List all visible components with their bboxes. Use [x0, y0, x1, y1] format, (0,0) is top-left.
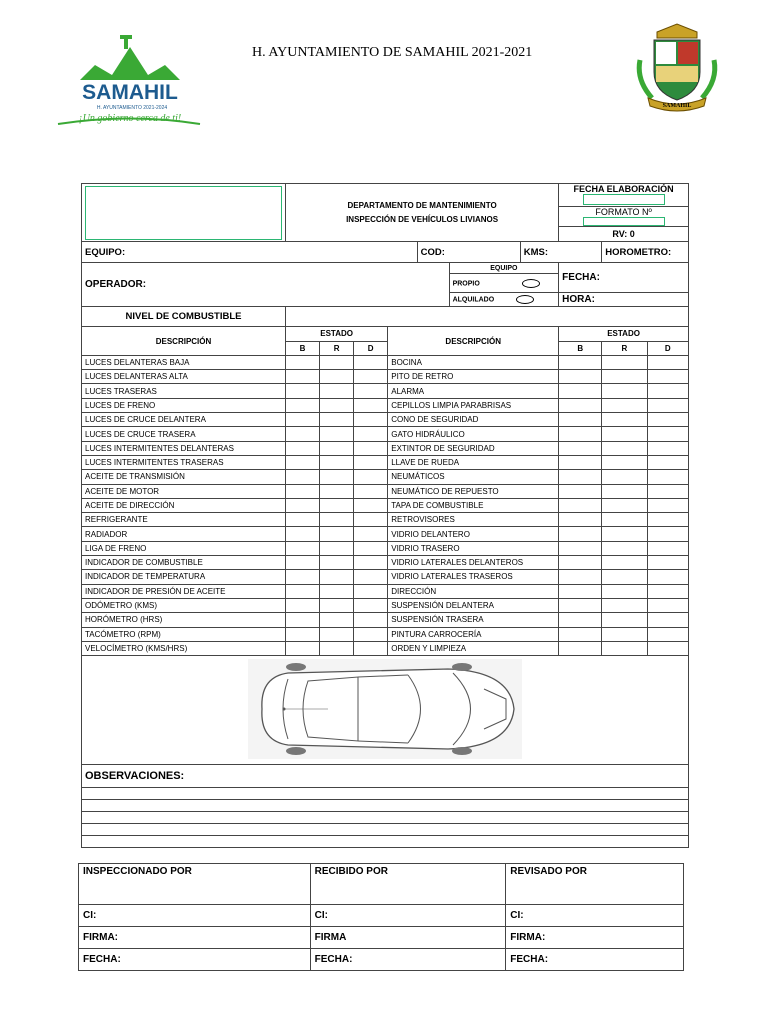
estado-d-checkbox-left[interactable] [354, 413, 388, 427]
estado-col-d-right: D [647, 341, 688, 355]
checklist-item-right: ALARMA [388, 384, 559, 398]
estado-r-checkbox-right[interactable] [602, 513, 647, 527]
checklist-item-right: VIDRIO DELANTERO [388, 527, 559, 541]
estado-d-checkbox-right[interactable] [647, 556, 688, 570]
checklist-item-left: HORÓMETRO (HRS) [82, 613, 286, 627]
estado-r-checkbox-left[interactable] [320, 498, 354, 512]
estado-r-checkbox-right[interactable] [602, 627, 647, 641]
estado-d-checkbox-left[interactable] [354, 513, 388, 527]
checklist-item-left: ACEITE DE DIRECCIÓN [82, 498, 286, 512]
checklist-item-left: LUCES DE CRUCE TRASERA [82, 427, 286, 441]
equipo-field[interactable]: EQUIPO: [82, 242, 418, 263]
checklist-item-right: ORDEN Y LIMPIEZA [388, 641, 559, 655]
estado-b-checkbox-right[interactable] [559, 498, 602, 512]
recibido-por-field[interactable]: RECIBIDO POR [310, 864, 506, 905]
checklist-row [82, 398, 689, 412]
estado-d-checkbox-left[interactable] [354, 641, 388, 655]
estado-d-checkbox-left[interactable] [354, 598, 388, 612]
estado-r-checkbox-right[interactable] [602, 413, 647, 427]
estado-r-checkbox-right[interactable] [602, 455, 647, 469]
estado-d-checkbox-right[interactable] [647, 427, 688, 441]
checklist-row [82, 470, 689, 484]
estado-r-checkbox-left[interactable] [320, 613, 354, 627]
estado-b-checkbox-left[interactable] [286, 513, 320, 527]
checklist-item-right: NEUMÁTICO DE REPUESTO [388, 484, 559, 498]
estado-header-left: ESTADO [286, 327, 388, 341]
rv-label: RV: 0 [559, 227, 689, 242]
kms-field[interactable]: KMS: [520, 242, 601, 263]
estado-b-checkbox-left[interactable] [286, 398, 320, 412]
estado-r-checkbox-right[interactable] [602, 613, 647, 627]
estado-d-checkbox-right[interactable] [647, 570, 688, 584]
checklist-item-left: ACEITE DE MOTOR [82, 484, 286, 498]
estado-b-checkbox-right[interactable] [559, 384, 602, 398]
checklist-row [82, 513, 689, 527]
estado-r-checkbox-left[interactable] [320, 455, 354, 469]
svg-text:H. AYUNTAMIENTO 2021-2024: H. AYUNTAMIENTO 2021-2024 [96, 105, 168, 111]
checklist-item-left: ODÓMETRO (KMS) [82, 598, 286, 612]
estado-b-checkbox-left[interactable] [286, 355, 320, 369]
estado-b-checkbox-right[interactable] [559, 613, 602, 627]
observaciones-line[interactable] [82, 800, 689, 812]
checklist-item-right: PITO DE RETRO [388, 370, 559, 384]
cod-field[interactable]: COD: [417, 242, 520, 263]
department-title: DEPARTAMENTO DE MANTENIMIENTO [347, 200, 497, 210]
estado-r-checkbox-right[interactable] [602, 641, 647, 655]
observaciones-line[interactable] [82, 812, 689, 824]
checklist-item-right: SUSPENSIÓN DELANTERA [388, 598, 559, 612]
ci-field-recibido[interactable]: CI: [310, 905, 506, 927]
checklist-item-right: TAPA DE COMBUSTIBLE [388, 498, 559, 512]
estado-col-b-right: B [559, 341, 602, 355]
estado-b-checkbox-left[interactable] [286, 598, 320, 612]
estado-d-checkbox-right[interactable] [647, 627, 688, 641]
estado-b-checkbox-right[interactable] [559, 355, 602, 369]
checklist-row [82, 384, 689, 398]
estado-r-checkbox-left[interactable] [320, 541, 354, 555]
estado-d-checkbox-left[interactable] [354, 398, 388, 412]
checklist-item-left: RADIADOR [82, 527, 286, 541]
checklist-row [82, 613, 689, 627]
checklist-item-left: VELOCÍMETRO (KMS/HRS) [82, 641, 286, 655]
estado-b-checkbox-right[interactable] [559, 398, 602, 412]
equipo-type-label: EQUIPO [449, 263, 559, 274]
estado-b-checkbox-left[interactable] [286, 527, 320, 541]
hora-field[interactable]: HORA: [559, 293, 689, 307]
estado-b-checkbox-left[interactable] [286, 441, 320, 455]
checklist-item-left: ACEITE DE TRANSMISIÓN [82, 470, 286, 484]
checklist-item-right: CEPILLOS LIMPIA PARABRISAS [388, 398, 559, 412]
estado-d-checkbox-right[interactable] [647, 370, 688, 384]
fecha-field[interactable]: FECHA: [559, 263, 689, 293]
estado-col-r-left: R [320, 341, 354, 355]
checklist-row [82, 413, 689, 427]
estado-b-checkbox-left[interactable] [286, 613, 320, 627]
checklist-item-left: LUCES DELANTERAS BAJA [82, 355, 286, 369]
estado-d-checkbox-right[interactable] [647, 470, 688, 484]
checklist-row [82, 527, 689, 541]
checklist-item-right: BOCINA [388, 355, 559, 369]
checklist-item-right: DIRECCIÓN [388, 584, 559, 598]
estado-b-checkbox-right[interactable] [559, 641, 602, 655]
ci-field-revisado[interactable]: CI: [506, 905, 684, 927]
checklist-item-right: CONO DE SEGURIDAD [388, 413, 559, 427]
checklist-item-right: PINTURA CARROCERÍA [388, 627, 559, 641]
estado-r-checkbox-left[interactable] [320, 441, 354, 455]
estado-b-checkbox-left[interactable] [286, 427, 320, 441]
checklist-body [82, 355, 689, 655]
estado-b-checkbox-left[interactable] [286, 384, 320, 398]
estado-col-r-right: R [602, 341, 647, 355]
estado-b-checkbox-right[interactable] [559, 427, 602, 441]
operador-field[interactable]: OPERADOR: [82, 263, 450, 307]
estado-r-checkbox-right[interactable] [602, 570, 647, 584]
fecha-field-recibido[interactable]: FECHA: [310, 949, 506, 971]
estado-d-checkbox-right[interactable] [647, 455, 688, 469]
estado-r-checkbox-left[interactable] [320, 570, 354, 584]
checklist-item-left: LUCES TRASERAS [82, 384, 286, 398]
checklist-item-left: INDICADOR DE PRESIÓN DE ACEITE [82, 584, 286, 598]
observaciones-label: OBSERVACIONES: [82, 765, 689, 788]
estado-d-checkbox-left[interactable] [354, 498, 388, 512]
svg-text:SAMAHIL: SAMAHIL [82, 81, 178, 104]
estado-d-checkbox-right[interactable] [647, 584, 688, 598]
fecha-field-revisado[interactable]: FECHA: [506, 949, 684, 971]
checklist-row [82, 556, 689, 570]
horometro-field[interactable]: HOROMETRO: [602, 242, 689, 263]
checklist-item-right: VIDRIO LATERALES TRASEROS [388, 570, 559, 584]
estado-r-checkbox-left[interactable] [320, 384, 354, 398]
estado-b-checkbox-left[interactable] [286, 413, 320, 427]
checklist-item-left: REFRIGERANTE [82, 513, 286, 527]
estado-d-checkbox-right[interactable] [647, 513, 688, 527]
ci-field-inspeccionado[interactable]: CI: [79, 905, 311, 927]
estado-b-checkbox-right[interactable] [559, 470, 602, 484]
estado-b-checkbox-right[interactable] [559, 484, 602, 498]
estado-r-checkbox-left[interactable] [320, 413, 354, 427]
estado-r-checkbox-right[interactable] [602, 584, 647, 598]
estado-r-checkbox-right[interactable] [602, 398, 647, 412]
descripcion-header-right: DESCRIPCIÓN [388, 327, 559, 356]
checklist-row [82, 441, 689, 455]
estado-r-checkbox-left[interactable] [320, 427, 354, 441]
estado-b-checkbox-left[interactable] [286, 370, 320, 384]
estado-b-checkbox-left[interactable] [286, 641, 320, 655]
estado-d-checkbox-right[interactable] [647, 355, 688, 369]
inspeccionado-por-field[interactable]: INSPECCIONADO POR [79, 864, 311, 905]
inspection-title: INSPECCIÓN DE VEHÍCULOS LIVIANOS [346, 214, 499, 224]
nivel-combustible-label: NIVEL DE COMBUSTIBLE [82, 307, 286, 327]
fecha-elaboracion-label: FECHA ELABORACIÓN [559, 184, 689, 207]
estado-b-checkbox-left[interactable] [286, 470, 320, 484]
estado-r-checkbox-right[interactable] [602, 355, 647, 369]
coat-of-arms-logo [632, 20, 722, 112]
estado-b-checkbox-right[interactable] [559, 370, 602, 384]
estado-d-checkbox-left[interactable] [354, 556, 388, 570]
estado-b-checkbox-left[interactable] [286, 570, 320, 584]
estado-col-b-left: B [286, 341, 320, 355]
estado-d-checkbox-right[interactable] [647, 441, 688, 455]
propio-radio-icon[interactable] [522, 279, 540, 288]
estado-b-checkbox-left[interactable] [286, 584, 320, 598]
estado-b-checkbox-right[interactable] [559, 627, 602, 641]
checklist-item-left: LUCES DELANTERAS ALTA [82, 370, 286, 384]
estado-d-checkbox-left[interactable] [354, 584, 388, 598]
vehicle-diagram-cell [82, 656, 689, 765]
estado-r-checkbox-right[interactable] [602, 441, 647, 455]
checklist-row [82, 355, 689, 369]
firma-field-recibido[interactable]: FIRMA [310, 927, 506, 949]
alquilado-radio-icon[interactable] [516, 295, 534, 304]
samahil-logo [50, 25, 210, 135]
estado-r-checkbox-right[interactable] [602, 427, 647, 441]
estado-d-checkbox-left[interactable] [354, 627, 388, 641]
estado-r-checkbox-left[interactable] [320, 527, 354, 541]
checklist-item-right: VIDRIO TRASERO [388, 541, 559, 555]
descripcion-header-left: DESCRIPCIÓN [82, 327, 286, 356]
estado-d-checkbox-left[interactable] [354, 613, 388, 627]
estado-col-d-left: D [354, 341, 388, 355]
estado-d-checkbox-right[interactable] [647, 384, 688, 398]
checklist-item-left: LUCES DE FRENO [82, 398, 286, 412]
estado-b-checkbox-left[interactable] [286, 541, 320, 555]
checklist-item-left: INDICADOR DE TEMPERATURA [82, 570, 286, 584]
estado-r-checkbox-left[interactable] [320, 641, 354, 655]
checklist-row [82, 641, 689, 655]
estado-d-checkbox-left[interactable] [354, 470, 388, 484]
estado-r-checkbox-right[interactable] [602, 484, 647, 498]
checklist-row [82, 427, 689, 441]
estado-r-checkbox-left[interactable] [320, 627, 354, 641]
estado-b-checkbox-right[interactable] [559, 570, 602, 584]
estado-r-checkbox-left[interactable] [320, 484, 354, 498]
checklist-item-right: SUSPENSIÓN TRASERA [388, 613, 559, 627]
estado-r-checkbox-right[interactable] [602, 527, 647, 541]
estado-d-checkbox-left[interactable] [354, 527, 388, 541]
estado-b-checkbox-right[interactable] [559, 441, 602, 455]
nivel-combustible-field[interactable] [286, 307, 689, 327]
svg-text:¡Un gobierno cerca de ti!: ¡Un gobierno cerca de ti! [78, 113, 182, 124]
signatures-table [78, 863, 684, 971]
estado-d-checkbox-right[interactable] [647, 527, 688, 541]
estado-d-checkbox-left[interactable] [354, 441, 388, 455]
fecha-field-inspeccionado[interactable]: FECHA: [79, 949, 311, 971]
estado-d-checkbox-right[interactable] [647, 613, 688, 627]
estado-d-checkbox-right[interactable] [647, 598, 688, 612]
checklist-row [82, 498, 689, 512]
alquilado-option[interactable]: ALQUILADO [449, 293, 559, 307]
inspection-form [81, 183, 689, 848]
estado-r-checkbox-left[interactable] [320, 513, 354, 527]
estado-d-checkbox-right[interactable] [647, 498, 688, 512]
checklist-item-left: LUCES DE CRUCE DELANTERA [82, 413, 286, 427]
checklist-row [82, 455, 689, 469]
estado-d-checkbox-right[interactable] [647, 484, 688, 498]
estado-r-checkbox-left[interactable] [320, 584, 354, 598]
car-top-view-diagram [248, 659, 522, 759]
checklist-row [82, 627, 689, 641]
estado-b-checkbox-right[interactable] [559, 556, 602, 570]
page-title: H. AYUNTAMIENTO DE SAMAHIL 2021-2021 [252, 45, 533, 60]
estado-d-checkbox-right[interactable] [647, 398, 688, 412]
estado-d-checkbox-left[interactable] [354, 455, 388, 469]
checklist-row [82, 570, 689, 584]
svg-text:SAMAHIL: SAMAHIL [662, 103, 692, 109]
estado-r-checkbox-left[interactable] [320, 598, 354, 612]
estado-b-checkbox-right[interactable] [559, 584, 602, 598]
checklist-row [82, 598, 689, 612]
checklist-item-right: RETROVISORES [388, 513, 559, 527]
firma-field-inspeccionado[interactable]: FIRMA: [79, 927, 311, 949]
estado-r-checkbox-left[interactable] [320, 556, 354, 570]
propio-option[interactable]: PROPIO [449, 274, 559, 293]
estado-r-checkbox-right[interactable] [602, 598, 647, 612]
form-title-cell [286, 184, 559, 242]
estado-d-checkbox-right[interactable] [647, 541, 688, 555]
checklist-row [82, 484, 689, 498]
estado-d-checkbox-left[interactable] [354, 570, 388, 584]
logo-placeholder-box [85, 186, 282, 240]
estado-r-checkbox-right[interactable] [602, 541, 647, 555]
checklist-item-right: NEUMÁTICOS [388, 470, 559, 484]
observaciones-line[interactable] [82, 836, 689, 848]
estado-d-checkbox-left[interactable] [354, 484, 388, 498]
checklist-item-right: LLAVE DE RUEDA [388, 455, 559, 469]
checklist-row [82, 541, 689, 555]
estado-r-checkbox-left[interactable] [320, 370, 354, 384]
estado-r-checkbox-left[interactable] [320, 470, 354, 484]
estado-r-checkbox-left[interactable] [320, 355, 354, 369]
estado-b-checkbox-left[interactable] [286, 498, 320, 512]
estado-r-checkbox-right[interactable] [602, 370, 647, 384]
estado-d-checkbox-left[interactable] [354, 427, 388, 441]
estado-b-checkbox-left[interactable] [286, 556, 320, 570]
estado-b-checkbox-right[interactable] [559, 541, 602, 555]
checklist-row [82, 370, 689, 384]
estado-b-checkbox-right[interactable] [559, 527, 602, 541]
checklist-item-right: VIDRIO LATERALES DELANTEROS [388, 556, 559, 570]
checklist-row [82, 584, 689, 598]
revisado-por-field[interactable]: REVISADO POR [506, 864, 684, 905]
estado-header-right: ESTADO [559, 327, 689, 341]
estado-r-checkbox-right[interactable] [602, 470, 647, 484]
observaciones-line[interactable] [82, 788, 689, 800]
fecha-elaboracion-field[interactable] [583, 194, 665, 205]
observaciones-line[interactable] [82, 824, 689, 836]
estado-b-checkbox-right[interactable] [559, 598, 602, 612]
estado-r-checkbox-left[interactable] [320, 398, 354, 412]
estado-r-checkbox-right[interactable] [602, 556, 647, 570]
estado-r-checkbox-right[interactable] [602, 384, 647, 398]
checklist-item-left: LUCES INTERMITENTES TRASERAS [82, 455, 286, 469]
checklist-item-left: INDICADOR DE COMBUSTIBLE [82, 556, 286, 570]
formato-field[interactable] [583, 217, 665, 226]
estado-d-checkbox-right[interactable] [647, 641, 688, 655]
checklist-item-right: EXTINTOR DE SEGURIDAD [388, 441, 559, 455]
checklist-item-left: TACÓMETRO (RPM) [82, 627, 286, 641]
estado-b-checkbox-right[interactable] [559, 455, 602, 469]
firma-field-revisado[interactable]: FIRMA: [506, 927, 684, 949]
estado-b-checkbox-left[interactable] [286, 455, 320, 469]
checklist-item-left: LUCES INTERMITENTES DELANTERAS [82, 441, 286, 455]
estado-d-checkbox-left[interactable] [354, 384, 388, 398]
estado-b-checkbox-left[interactable] [286, 627, 320, 641]
formato-label: FORMATO Nº [559, 206, 689, 227]
logo-placeholder-cell [82, 184, 286, 242]
estado-b-checkbox-left[interactable] [286, 484, 320, 498]
estado-r-checkbox-right[interactable] [602, 498, 647, 512]
estado-b-checkbox-right[interactable] [559, 513, 602, 527]
estado-d-checkbox-left[interactable] [354, 541, 388, 555]
estado-b-checkbox-right[interactable] [559, 413, 602, 427]
checklist-item-left: LIGA DE FRENO [82, 541, 286, 555]
estado-d-checkbox-right[interactable] [647, 413, 688, 427]
estado-d-checkbox-left[interactable] [354, 355, 388, 369]
checklist-item-right: GATO HIDRÁULICO [388, 427, 559, 441]
estado-d-checkbox-left[interactable] [354, 370, 388, 384]
